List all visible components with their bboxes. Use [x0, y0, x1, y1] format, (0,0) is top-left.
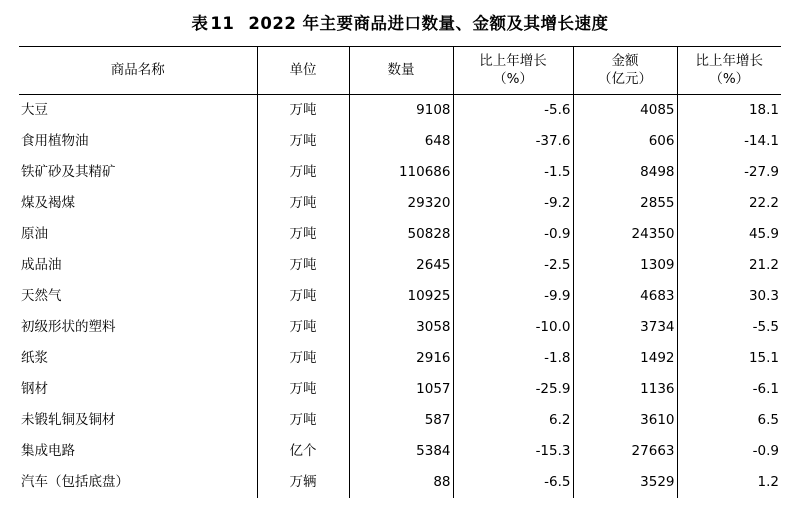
cell-quantity: 5384 — [349, 436, 453, 467]
cell-commodity-name: 大豆 — [21, 101, 48, 118]
cell-quantity-growth: -9.2 — [453, 188, 573, 219]
cell-quantity: 3058 — [349, 312, 453, 343]
cell-commodity-name: 汽车（包括底盘） — [21, 473, 129, 490]
cell-amount-growth: -0.9 — [677, 436, 781, 467]
cell-unit: 万吨 — [257, 405, 349, 436]
cell-quantity: 648 — [349, 126, 453, 157]
cell-commodity-name: 原油 — [21, 225, 48, 242]
cell-quantity-growth: -1.5 — [453, 157, 573, 188]
cell-amount: 24350 — [573, 219, 677, 250]
table-header-row — [19, 47, 781, 95]
table-row — [19, 219, 781, 250]
column-header-unit: 单位 — [257, 47, 349, 95]
cell-amount: 4683 — [573, 281, 677, 312]
cell-quantity-growth: -6.5 — [453, 467, 573, 498]
cell-amount: 2855 — [573, 188, 677, 219]
column-header-quantity: 数量 — [349, 47, 453, 95]
cell-commodity-name: 集成电路 — [21, 442, 75, 459]
cell-amount: 606 — [573, 126, 677, 157]
cell-quantity-growth: -37.6 — [453, 126, 573, 157]
cell-quantity: 2645 — [349, 250, 453, 281]
table-title-text: 2022 年主要商品进口数量、金额及其增长速度 — [248, 14, 609, 33]
cell-quantity: 29320 — [349, 188, 453, 219]
table-row — [19, 436, 781, 467]
table-row — [19, 95, 781, 127]
cell-quantity: 587 — [349, 405, 453, 436]
cell-unit: 万吨 — [257, 219, 349, 250]
cell-commodity-name: 煤及褐煤 — [21, 194, 75, 211]
cell-commodity-name: 成品油 — [21, 256, 62, 273]
cell-amount-growth: 45.9 — [677, 219, 781, 250]
cell-quantity-growth: -5.6 — [453, 95, 573, 127]
cell-quantity: 9108 — [349, 95, 453, 127]
cell-amount-growth: 6.5 — [677, 405, 781, 436]
table-row — [19, 126, 781, 157]
cell-quantity: 50828 — [349, 219, 453, 250]
cell-quantity: 10925 — [349, 281, 453, 312]
cell-commodity-name: 钢材 — [21, 380, 48, 397]
import-commodities-table — [19, 46, 781, 498]
table-body — [19, 95, 781, 499]
cell-unit: 万吨 — [257, 126, 349, 157]
table-row — [19, 250, 781, 281]
cell-amount-growth: 18.1 — [677, 95, 781, 127]
table-row — [19, 405, 781, 436]
cell-amount: 1136 — [573, 374, 677, 405]
cell-commodity-name: 食用植物油 — [21, 132, 89, 149]
column-header-amount-growth: 比上年增长 （%） — [677, 47, 781, 95]
page-title — [0, 0, 800, 46]
cell-quantity: 88 — [349, 467, 453, 498]
cell-amount: 27663 — [573, 436, 677, 467]
table-number: 11 — [210, 14, 235, 33]
cell-amount: 3610 — [573, 405, 677, 436]
table-header — [19, 47, 781, 95]
cell-commodity-name: 纸浆 — [21, 349, 48, 366]
table-row — [19, 281, 781, 312]
cell-quantity-growth: -15.3 — [453, 436, 573, 467]
cell-unit: 万吨 — [257, 250, 349, 281]
cell-amount-growth: 21.2 — [677, 250, 781, 281]
cell-amount-growth: 1.2 — [677, 467, 781, 498]
cell-amount-growth: 22.2 — [677, 188, 781, 219]
cell-unit: 万吨 — [257, 281, 349, 312]
column-header-growth: 比上年增长 （%） — [453, 47, 573, 95]
cell-amount-growth: 30.3 — [677, 281, 781, 312]
cell-amount-growth: -14.1 — [677, 126, 781, 157]
table-label: 表 — [191, 14, 209, 33]
cell-unit: 万辆 — [257, 467, 349, 498]
table-row — [19, 188, 781, 219]
cell-unit: 万吨 — [257, 312, 349, 343]
cell-amount-growth: -6.1 — [677, 374, 781, 405]
cell-commodity-name: 未锻轧铜及铜材 — [21, 411, 116, 428]
cell-amount: 3734 — [573, 312, 677, 343]
cell-quantity: 110686 — [349, 157, 453, 188]
cell-unit: 万吨 — [257, 374, 349, 405]
cell-amount-growth: -5.5 — [677, 312, 781, 343]
table-row — [19, 343, 781, 374]
cell-quantity: 1057 — [349, 374, 453, 405]
cell-quantity-growth: -10.0 — [453, 312, 573, 343]
column-header-amount: 金额 （亿元） — [573, 47, 677, 95]
cell-quantity-growth: 6.2 — [453, 405, 573, 436]
cell-amount: 1492 — [573, 343, 677, 374]
cell-unit: 万吨 — [257, 343, 349, 374]
cell-quantity-growth: -0.9 — [453, 219, 573, 250]
cell-commodity-name: 初级形状的塑料 — [21, 318, 116, 335]
table-row — [19, 157, 781, 188]
cell-quantity-growth: -1.8 — [453, 343, 573, 374]
cell-commodity-name: 铁矿砂及其精矿 — [21, 163, 116, 180]
cell-unit: 万吨 — [257, 95, 349, 127]
cell-amount-growth: -27.9 — [677, 157, 781, 188]
cell-quantity-growth: -9.9 — [453, 281, 573, 312]
cell-unit: 万吨 — [257, 157, 349, 188]
cell-commodity-name: 天然气 — [21, 287, 62, 304]
cell-amount-growth: 15.1 — [677, 343, 781, 374]
cell-amount: 3529 — [573, 467, 677, 498]
table-row — [19, 467, 781, 498]
table-row — [19, 374, 781, 405]
cell-amount: 4085 — [573, 95, 677, 127]
cell-unit: 亿个 — [257, 436, 349, 467]
cell-quantity-growth: -25.9 — [453, 374, 573, 405]
cell-quantity-growth: -2.5 — [453, 250, 573, 281]
table-row — [19, 312, 781, 343]
column-header-name: 商品名称 — [110, 62, 165, 79]
cell-amount: 1309 — [573, 250, 677, 281]
cell-amount: 8498 — [573, 157, 677, 188]
cell-quantity: 2916 — [349, 343, 453, 374]
cell-unit: 万吨 — [257, 188, 349, 219]
